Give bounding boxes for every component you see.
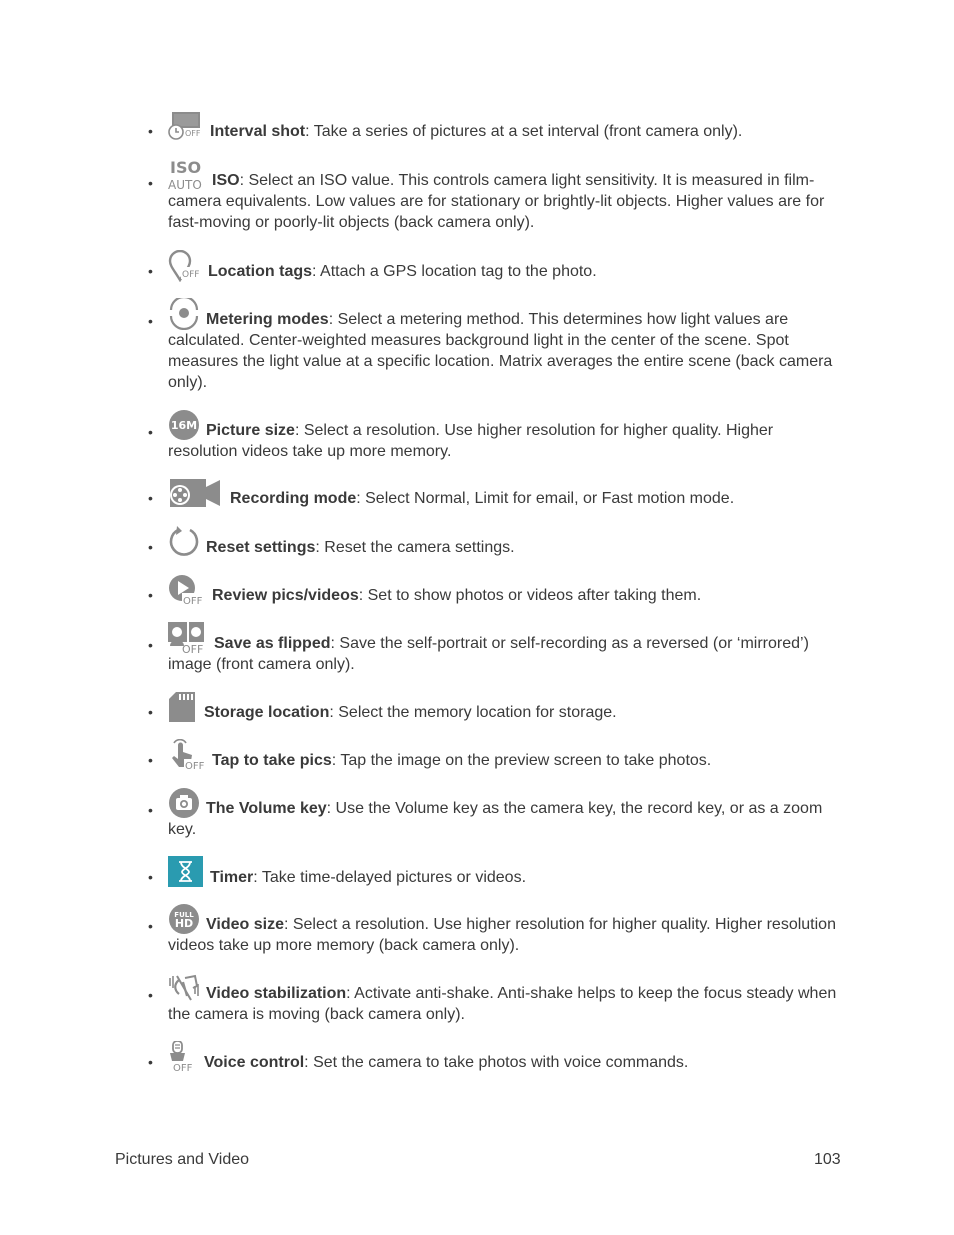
- item-term: Video size: [206, 916, 284, 933]
- item-description: : Save the self-portrait or self-recording as a reversed (or ‘mirrored’) image (front camera only).: [168, 635, 809, 673]
- footer-page-number: 103: [814, 1151, 841, 1168]
- svg-text:16M: 16M: [170, 419, 198, 432]
- tap-to-take-off-icon: [168, 739, 206, 771]
- svg-text:AUTO: AUTO: [168, 178, 202, 191]
- reset-icon: [168, 526, 200, 558]
- list-item-picture-size: [148, 409, 846, 462]
- item-term: Interval shot: [210, 123, 306, 140]
- item-description: : Use the Volume key as the camera key, the record key, or as a zoom key.: [168, 800, 823, 838]
- item-description: : Take time-delayed pictures or videos.: [253, 869, 527, 886]
- item-description: : Select the memory location for storage.: [329, 704, 617, 721]
- item-term: Storage location: [204, 704, 330, 721]
- item-description: : Take a series of pictures at a set interval (front camera only).: [305, 123, 743, 140]
- bullet: •: [148, 175, 153, 191]
- list-item-save-as-flipped: [148, 622, 846, 675]
- item-description: : Select a resolution. Use higher resolution for higher quality. Higher resolution videos take up more memory (back camera only).: [168, 916, 836, 954]
- list-item-review-pics: [148, 574, 846, 606]
- item-description: : Select an ISO value. This controls camera light sensitivity. It is measured in film-camera equivalents. Low values are for stationary or brightly-lit objects. Higher values are for fast-moving or poorly-lit objects (back camera only).: [168, 172, 825, 231]
- bullet: •: [148, 1054, 153, 1070]
- list-item-interval-shot: [148, 112, 846, 142]
- item-description: : Attach a GPS location tag to the photo.: [312, 263, 597, 280]
- review-off-icon: [168, 574, 206, 606]
- bullet: •: [148, 752, 153, 768]
- item-term: Voice control: [204, 1054, 305, 1071]
- item-description: : Activate anti-shake. Anti-shake helps to keep the focus steady when the camera is moving (back camera only).: [168, 985, 837, 1023]
- item-term: Metering modes: [206, 311, 329, 328]
- location-tag-off-icon: [168, 250, 202, 282]
- svg-text:FULL: FULL: [174, 911, 194, 919]
- bullet: •: [148, 490, 153, 506]
- item-term: Review pics/videos: [212, 587, 359, 604]
- list-item-location-tags: [148, 250, 846, 282]
- iso-auto-icon: [168, 157, 206, 191]
- footer-section-title: Pictures and Video: [115, 1151, 250, 1168]
- item-term: Video stabilization: [206, 985, 347, 1002]
- item-description: : Set to show photos or videos after taking them.: [358, 587, 702, 604]
- video-stabilization-off-icon: [168, 972, 200, 1004]
- item-description: : Set the camera to take photos with voice commands.: [304, 1054, 689, 1071]
- bullet: •: [148, 313, 153, 329]
- item-description: : Select Normal, Limit for email, or Fast motion mode.: [356, 490, 735, 507]
- list-item-storage-location: [148, 691, 846, 723]
- list-item-metering-modes: [148, 298, 846, 393]
- list-item-voice-control: [148, 1041, 846, 1073]
- list-item-reset-settings: [148, 526, 846, 558]
- svg-text:ISO: ISO: [170, 158, 202, 177]
- volume-key-camera-icon: [168, 787, 200, 819]
- item-term: The Volume key: [206, 800, 327, 817]
- item-term: Picture size: [206, 422, 295, 439]
- metering-icon: [168, 298, 200, 330]
- interval-timer-off-icon: [168, 112, 204, 142]
- svg-text:OFF: OFF: [182, 643, 204, 654]
- bullet: •: [148, 637, 153, 653]
- svg-text:OFF: OFF: [183, 596, 203, 606]
- item-description: : Select a metering method. This determines how light values are calculated. Center-weighted measures background light in the center of the scene. Spot measures the light value at a specific location. Matrix averages the entire scene (back camera only).: [168, 311, 833, 391]
- list-item-tap-to-take-pics: [148, 739, 846, 771]
- recording-mode-icon: [168, 477, 224, 509]
- item-term: ISO: [212, 172, 240, 189]
- bullet: •: [148, 587, 153, 603]
- item-term: Save as flipped: [214, 635, 331, 652]
- bullet: •: [148, 539, 153, 555]
- bullet: •: [148, 802, 153, 818]
- list-item-timer: [148, 856, 846, 888]
- picture-size-16m-icon: [168, 409, 200, 441]
- svg-text:OFF: OFF: [185, 129, 201, 138]
- bullet: •: [148, 987, 153, 1003]
- bullet: •: [148, 869, 153, 885]
- video-size-fullhd-icon: [168, 903, 200, 935]
- item-term: Location tags: [208, 263, 313, 280]
- svg-text:OFF: OFF: [182, 270, 200, 280]
- svg-text:OFF: OFF: [173, 1063, 193, 1073]
- item-term: Tap to take pics: [212, 752, 332, 769]
- list-item-volume-key: [148, 787, 846, 840]
- item-description: : Reset the camera settings.: [315, 539, 515, 556]
- storage-card-icon: [168, 691, 198, 723]
- item-term: Timer: [210, 869, 254, 886]
- svg-text:HD: HD: [174, 917, 194, 930]
- list-item-video-stabilization: [148, 972, 846, 1025]
- item-term: Reset settings: [206, 539, 316, 556]
- svg-text:OFF: OFF: [185, 761, 205, 771]
- item-term: Recording mode: [230, 490, 357, 507]
- bullet: •: [148, 123, 153, 139]
- item-description: : Tap the image on the preview screen to take photos.: [331, 752, 712, 769]
- timer-hourglass-icon: [168, 856, 204, 888]
- list-item-recording-mode: [148, 477, 846, 509]
- list-item-video-size: [148, 903, 846, 956]
- bullet: •: [148, 704, 153, 720]
- bullet: •: [148, 424, 153, 440]
- item-description: : Select a resolution. Use higher resolution for higher quality. Higher resolution videos take up more memory.: [168, 422, 774, 460]
- save-flipped-off-icon: [168, 622, 208, 654]
- voice-control-off-icon: [168, 1041, 198, 1073]
- list-item-iso: [148, 157, 846, 233]
- bullet: •: [148, 263, 153, 279]
- bullet: •: [148, 918, 153, 934]
